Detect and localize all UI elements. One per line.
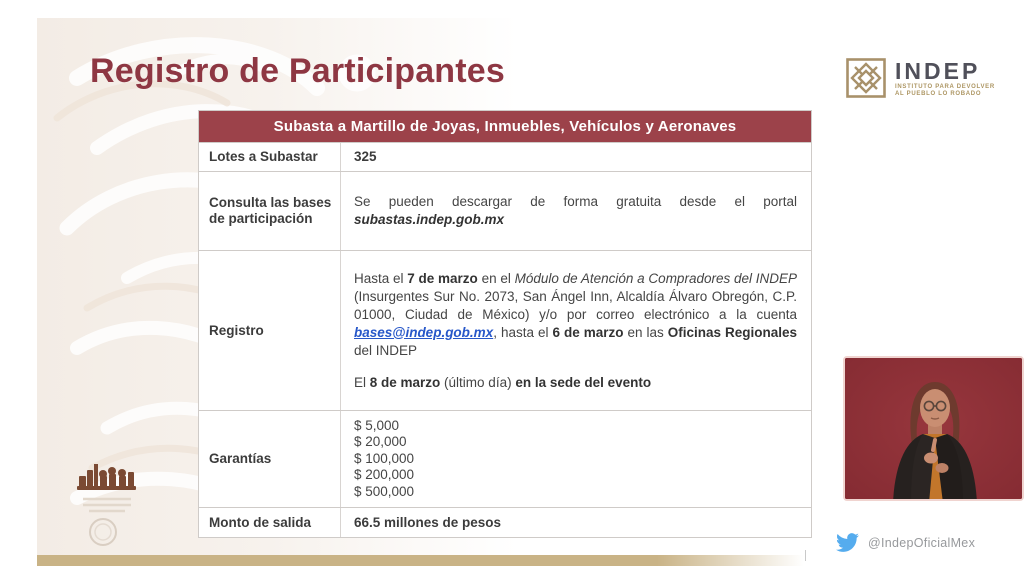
twitter-footer	[834, 531, 975, 554]
row-value-lotes: 325	[354, 149, 377, 164]
sign-interpreter-video	[843, 356, 1024, 501]
table-row-registro	[199, 250, 811, 410]
slide-bottom-gold-strip	[37, 555, 812, 566]
row-label-bases: Consulta las bases de participación	[199, 172, 341, 250]
text-segment: (último día)	[440, 374, 516, 390]
amount-line: $ 20,000	[354, 434, 407, 450]
indep-tagline-line1: INSTITUTO PARA DEVOLVER	[895, 84, 995, 90]
sign-interpreter-figure	[845, 358, 1024, 501]
email-link[interactable]: bases@indep.gob.mx	[354, 324, 494, 340]
text-segment: 6 de marzo	[552, 324, 624, 340]
text-segment: Se pueden descargar de forma gratuita desde el portal	[354, 194, 797, 209]
text-segment: del INDEP	[354, 342, 418, 358]
text-segment: en la sede del evento	[515, 374, 652, 390]
text-segment: 7 de marzo	[407, 270, 478, 286]
indep-logo-icon	[846, 58, 886, 98]
text-segment: , hasta el	[493, 324, 553, 340]
text-segment: (Insurgentes Sur No. 2073, San Ángel Inn, Alcaldía Álvaro Obregón, C.P. 01000, Ciudad de México) y/o por correo electrónico a la cuenta	[354, 288, 797, 322]
text-segment: Módulo de Atención a Compradores del INDEP	[514, 270, 797, 286]
text-segment: 8 de marzo	[369, 374, 441, 390]
row-label-garantias: Garantías	[199, 411, 341, 507]
city-illustration	[75, 462, 145, 557]
table-row-monto	[199, 507, 811, 537]
row-value-monto: 66.5 millones de pesos	[354, 514, 502, 530]
indep-logo-texts	[895, 58, 995, 98]
indep-wordmark: INDEP	[895, 58, 981, 84]
table-header-band	[199, 111, 811, 142]
auction-info-table	[198, 110, 812, 538]
table-row-lotes	[199, 142, 811, 171]
amount-line: $ 5,000	[354, 417, 400, 433]
row-value-bases	[341, 172, 811, 250]
bases-text	[354, 193, 797, 229]
page-title: Registro de Participantes	[90, 52, 506, 90]
row-label-registro: Registro	[199, 251, 341, 410]
twitter-handle: @IndepOficialMex	[868, 535, 976, 550]
text-segment: en las	[623, 324, 668, 340]
twitter-bird-icon	[834, 531, 861, 554]
amount-line: $ 200,000	[354, 467, 415, 483]
text-segment: Oficinas Regionales	[667, 324, 797, 340]
tick-mark	[805, 550, 806, 561]
indep-logo	[846, 58, 995, 98]
presentation-slide	[37, 18, 812, 566]
table-row-garantias	[199, 410, 811, 507]
registro-paragraph-1	[354, 270, 797, 360]
text-segment: en el	[477, 270, 515, 286]
amount-line: $ 500,000	[354, 483, 415, 499]
text-segment: subastas.indep.gob.mx	[354, 212, 505, 227]
row-label-lotes: Lotes a Subastar	[199, 143, 341, 171]
table-row-bases	[199, 171, 811, 250]
table-header-text: Subasta a Martillo de Joyas, Inmuebles, Vehículos y Aeronaves	[273, 118, 737, 135]
registro-paragraph-2	[354, 374, 797, 392]
text-segment: Hasta el	[354, 270, 408, 286]
amount-line: $ 100,000	[354, 450, 415, 466]
row-label-monto: Monto de salida	[199, 508, 341, 537]
indep-tagline-line2: AL PUEBLO LO ROBADO	[895, 91, 982, 97]
text-segment: El	[354, 374, 370, 390]
row-value-registro	[341, 251, 811, 410]
row-value-garantias	[341, 411, 811, 507]
